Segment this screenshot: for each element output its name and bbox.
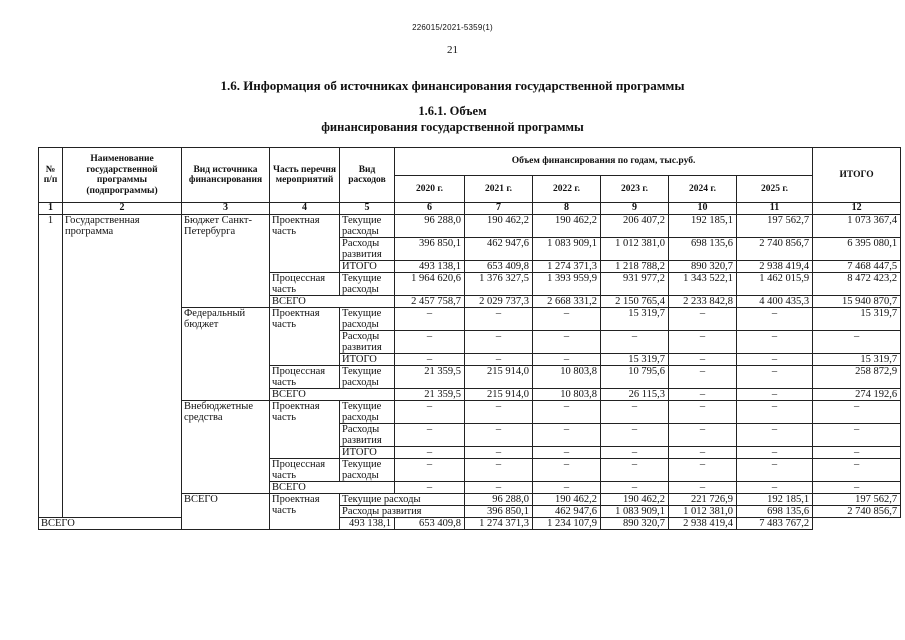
value-cell: 4 400 435,3 bbox=[737, 296, 813, 308]
header-year: 2023 г. bbox=[601, 175, 669, 203]
value-cell: – bbox=[737, 482, 813, 494]
value-cell: 221 726,9 bbox=[669, 494, 737, 506]
section-subtitle bbox=[0, 103, 905, 135]
source-federal: Федеральный бюджет bbox=[182, 308, 270, 401]
subtotal-label: ВСЕГО bbox=[270, 389, 395, 401]
value-cell: 890 320,7 bbox=[601, 518, 669, 530]
value-cell: 197 562,7 bbox=[813, 494, 901, 506]
value-cell: – bbox=[533, 331, 601, 354]
part-process: Процессная часть bbox=[270, 366, 340, 389]
value-cell: – bbox=[395, 424, 465, 447]
header-volume: Объем финансирования по годам, тыс.руб. bbox=[395, 148, 813, 176]
value-cell: – bbox=[395, 354, 465, 366]
value-cell: 21 359,5 bbox=[395, 389, 465, 401]
header-part: Часть перечня мероприятий bbox=[270, 148, 340, 203]
subtotal-label: ВСЕГО bbox=[270, 296, 395, 308]
total-cell: – bbox=[813, 459, 901, 482]
total-cell: 1 073 367,4 bbox=[813, 215, 901, 238]
value-cell: – bbox=[669, 482, 737, 494]
part-process: Процессная часть bbox=[270, 459, 340, 482]
value-cell: 192 185,1 bbox=[669, 215, 737, 238]
col-number: 11 bbox=[737, 203, 813, 215]
total-cell: 15 940 870,7 bbox=[813, 296, 901, 308]
value-cell: 890 320,7 bbox=[669, 261, 737, 273]
col-number: 5 bbox=[340, 203, 395, 215]
value-cell: – bbox=[737, 366, 813, 389]
program-name: Государственная программа bbox=[63, 215, 182, 518]
value-cell: 1 462 015,9 bbox=[737, 273, 813, 296]
value-cell: – bbox=[669, 459, 737, 482]
header-row-1 bbox=[39, 148, 901, 176]
value-cell: 1 393 959,9 bbox=[533, 273, 601, 296]
value-cell: – bbox=[395, 482, 465, 494]
value-cell: 190 462,2 bbox=[601, 494, 669, 506]
value-cell: 931 977,2 bbox=[601, 273, 669, 296]
subtotal-label: ВСЕГО bbox=[270, 482, 395, 494]
financing-table bbox=[38, 147, 901, 530]
value-cell: 21 359,5 bbox=[395, 366, 465, 389]
header-num: № п/п bbox=[39, 148, 63, 203]
row-number: 1 bbox=[39, 215, 63, 518]
value-cell: – bbox=[533, 308, 601, 331]
header-expense: Вид расходов bbox=[340, 148, 395, 203]
value-cell: – bbox=[669, 366, 737, 389]
value-cell: 1 343 522,1 bbox=[669, 273, 737, 296]
value-cell: – bbox=[533, 354, 601, 366]
value-cell: 96 288,0 bbox=[465, 494, 533, 506]
value-cell: 1 274 371,3 bbox=[533, 261, 601, 273]
value-cell: – bbox=[737, 331, 813, 354]
value-cell: – bbox=[737, 308, 813, 331]
value-cell: 15 319,7 bbox=[601, 354, 669, 366]
expense-current: Текущие расходы bbox=[340, 215, 395, 238]
value-cell: 653 409,8 bbox=[395, 518, 465, 530]
total-cell: – bbox=[813, 401, 901, 424]
value-cell: 15 319,7 bbox=[601, 308, 669, 331]
value-cell: 2 740 856,7 bbox=[737, 238, 813, 261]
value-cell: 653 409,8 bbox=[465, 261, 533, 273]
col-number: 3 bbox=[182, 203, 270, 215]
expense-current: Текущие расходы bbox=[340, 459, 395, 482]
value-cell: – bbox=[601, 401, 669, 424]
value-cell: – bbox=[465, 424, 533, 447]
value-cell: – bbox=[465, 354, 533, 366]
value-cell: 215 914,0 bbox=[465, 366, 533, 389]
value-cell: – bbox=[737, 459, 813, 482]
value-cell: 1 083 909,1 bbox=[601, 506, 669, 518]
expense-itogo: ИТОГО bbox=[340, 447, 395, 459]
expense-development: Расходы развития bbox=[340, 331, 395, 354]
header-source: Вид источника финансирования bbox=[182, 148, 270, 203]
total-cell: 7 483 767,2 bbox=[737, 518, 813, 530]
document-id: 226015/2021-5359(1) bbox=[412, 23, 493, 32]
header-year: 2024 г. bbox=[669, 175, 737, 203]
subtitle-line-1: 1.6.1. Объем bbox=[418, 104, 487, 118]
part-project: Проектная часть bbox=[270, 215, 340, 273]
expense-development: Расходы развития bbox=[340, 424, 395, 447]
value-cell: 1 274 371,3 bbox=[465, 518, 533, 530]
col-number: 12 bbox=[813, 203, 901, 215]
header-year: 2021 г. bbox=[465, 175, 533, 203]
header-year: 2022 г. bbox=[533, 175, 601, 203]
col-number: 10 bbox=[669, 203, 737, 215]
expense-current: Текущие расходы bbox=[340, 366, 395, 389]
value-cell: – bbox=[601, 424, 669, 447]
total-cell: 274 192,6 bbox=[813, 389, 901, 401]
value-cell: 2 938 419,4 bbox=[669, 518, 737, 530]
source-budget-spb: Бюджет Санкт-Петербурга bbox=[182, 215, 270, 308]
part-process: Процессная часть bbox=[270, 273, 340, 296]
value-cell: – bbox=[465, 331, 533, 354]
total-cell: 8 472 423,2 bbox=[813, 273, 901, 296]
value-cell: – bbox=[669, 424, 737, 447]
header-year: 2020 г. bbox=[395, 175, 465, 203]
total-cell: 15 319,7 bbox=[813, 308, 901, 331]
total-cell: – bbox=[813, 482, 901, 494]
expense-development: Расходы развития bbox=[340, 238, 395, 261]
value-cell: 1 012 381,0 bbox=[669, 506, 737, 518]
total-cell: 258 872,9 bbox=[813, 366, 901, 389]
value-cell: 396 850,1 bbox=[395, 238, 465, 261]
value-cell: 215 914,0 bbox=[465, 389, 533, 401]
value-cell: – bbox=[395, 459, 465, 482]
value-cell: 1 234 107,9 bbox=[533, 518, 601, 530]
value-cell: 197 562,7 bbox=[737, 215, 813, 238]
value-cell: – bbox=[465, 459, 533, 482]
part-project: Проектная часть bbox=[270, 308, 340, 366]
value-cell: – bbox=[533, 424, 601, 447]
value-cell: 1 964 620,6 bbox=[395, 273, 465, 296]
total-cell: – bbox=[813, 331, 901, 354]
section-title: 1.6. Информация об источниках финансирования государственной программы bbox=[220, 78, 685, 93]
value-cell: 698 135,6 bbox=[737, 506, 813, 518]
value-cell: 190 462,2 bbox=[533, 215, 601, 238]
expense-itogo: ИТОГО bbox=[340, 354, 395, 366]
total-label: ВСЕГО bbox=[182, 494, 270, 530]
value-cell: – bbox=[737, 447, 813, 459]
value-cell: 1 012 381,0 bbox=[601, 238, 669, 261]
total-expense-current: Текущие расходы bbox=[340, 494, 465, 506]
col-number: 6 bbox=[395, 203, 465, 215]
value-cell: – bbox=[465, 308, 533, 331]
value-cell: 10 803,8 bbox=[533, 366, 601, 389]
value-cell: 2 029 737,3 bbox=[465, 296, 533, 308]
value-cell: 493 138,1 bbox=[340, 518, 395, 530]
total-cell: – bbox=[813, 447, 901, 459]
value-cell: – bbox=[395, 308, 465, 331]
value-cell: – bbox=[669, 354, 737, 366]
value-cell: 2 457 758,7 bbox=[395, 296, 465, 308]
total-part-project: Проектная часть bbox=[270, 494, 340, 530]
value-cell: – bbox=[601, 447, 669, 459]
subtitle-line-2: финансирования государственной программы bbox=[321, 120, 584, 134]
table-row bbox=[39, 215, 901, 238]
part-project: Проектная часть bbox=[270, 401, 340, 459]
total-expense-development: Расходы развития bbox=[340, 506, 465, 518]
grand-total-label: ВСЕГО bbox=[39, 518, 182, 530]
value-cell: – bbox=[669, 401, 737, 424]
col-number: 2 bbox=[63, 203, 182, 215]
value-cell: – bbox=[601, 331, 669, 354]
value-cell: 396 850,1 bbox=[465, 506, 533, 518]
source-extra-budget: Внебюджетные средства bbox=[182, 401, 270, 494]
value-cell: 2 150 765,4 bbox=[601, 296, 669, 308]
col-number: 1 bbox=[39, 203, 63, 215]
total-cell: – bbox=[813, 424, 901, 447]
value-cell: 190 462,2 bbox=[465, 215, 533, 238]
value-cell: 10 803,8 bbox=[533, 389, 601, 401]
value-cell: 2 740 856,7 bbox=[813, 506, 901, 518]
header-year: 2025 г. bbox=[737, 175, 813, 203]
table-row bbox=[39, 518, 901, 530]
value-cell: 493 138,1 bbox=[395, 261, 465, 273]
value-cell: 192 185,1 bbox=[737, 494, 813, 506]
value-cell: 2 668 331,2 bbox=[533, 296, 601, 308]
expense-current: Текущие расходы bbox=[340, 273, 395, 296]
value-cell: 1 218 788,2 bbox=[601, 261, 669, 273]
value-cell: 1 376 327,5 bbox=[465, 273, 533, 296]
total-cell: 15 319,7 bbox=[813, 354, 901, 366]
value-cell: 462 947,6 bbox=[465, 238, 533, 261]
total-cell: 7 468 447,5 bbox=[813, 261, 901, 273]
total-cell: 6 395 080,1 bbox=[813, 238, 901, 261]
header-name: Наименование государственной программы (подпрограммы) bbox=[63, 148, 182, 203]
value-cell: 2 938 419,4 bbox=[737, 261, 813, 273]
value-cell: – bbox=[395, 401, 465, 424]
col-number: 7 bbox=[465, 203, 533, 215]
header-total: ИТОГО bbox=[813, 148, 901, 203]
value-cell: – bbox=[601, 482, 669, 494]
value-cell: – bbox=[465, 482, 533, 494]
value-cell: – bbox=[465, 401, 533, 424]
value-cell: – bbox=[737, 424, 813, 447]
value-cell: – bbox=[737, 389, 813, 401]
col-number: 4 bbox=[270, 203, 340, 215]
value-cell: 462 947,6 bbox=[533, 506, 601, 518]
value-cell: 96 288,0 bbox=[395, 215, 465, 238]
value-cell: 1 083 909,1 bbox=[533, 238, 601, 261]
value-cell: – bbox=[533, 482, 601, 494]
value-cell: – bbox=[669, 447, 737, 459]
page-number: 21 bbox=[447, 44, 458, 56]
value-cell: – bbox=[533, 401, 601, 424]
value-cell: 10 795,6 bbox=[601, 366, 669, 389]
column-number-row bbox=[39, 203, 901, 215]
value-cell: 206 407,2 bbox=[601, 215, 669, 238]
value-cell: – bbox=[533, 459, 601, 482]
value-cell: 2 233 842,8 bbox=[669, 296, 737, 308]
value-cell: – bbox=[533, 447, 601, 459]
value-cell: – bbox=[669, 389, 737, 401]
value-cell: 698 135,6 bbox=[669, 238, 737, 261]
value-cell: – bbox=[395, 447, 465, 459]
value-cell: – bbox=[395, 331, 465, 354]
expense-itogo: ИТОГО bbox=[340, 261, 395, 273]
value-cell: – bbox=[465, 447, 533, 459]
expense-current: Текущие расходы bbox=[340, 308, 395, 331]
col-number: 9 bbox=[601, 203, 669, 215]
value-cell: 190 462,2 bbox=[533, 494, 601, 506]
expense-current: Текущие расходы bbox=[340, 401, 395, 424]
value-cell: – bbox=[669, 331, 737, 354]
value-cell: 26 115,3 bbox=[601, 389, 669, 401]
col-number: 8 bbox=[533, 203, 601, 215]
value-cell: – bbox=[737, 354, 813, 366]
value-cell: – bbox=[669, 308, 737, 331]
value-cell: – bbox=[737, 401, 813, 424]
value-cell: – bbox=[601, 459, 669, 482]
